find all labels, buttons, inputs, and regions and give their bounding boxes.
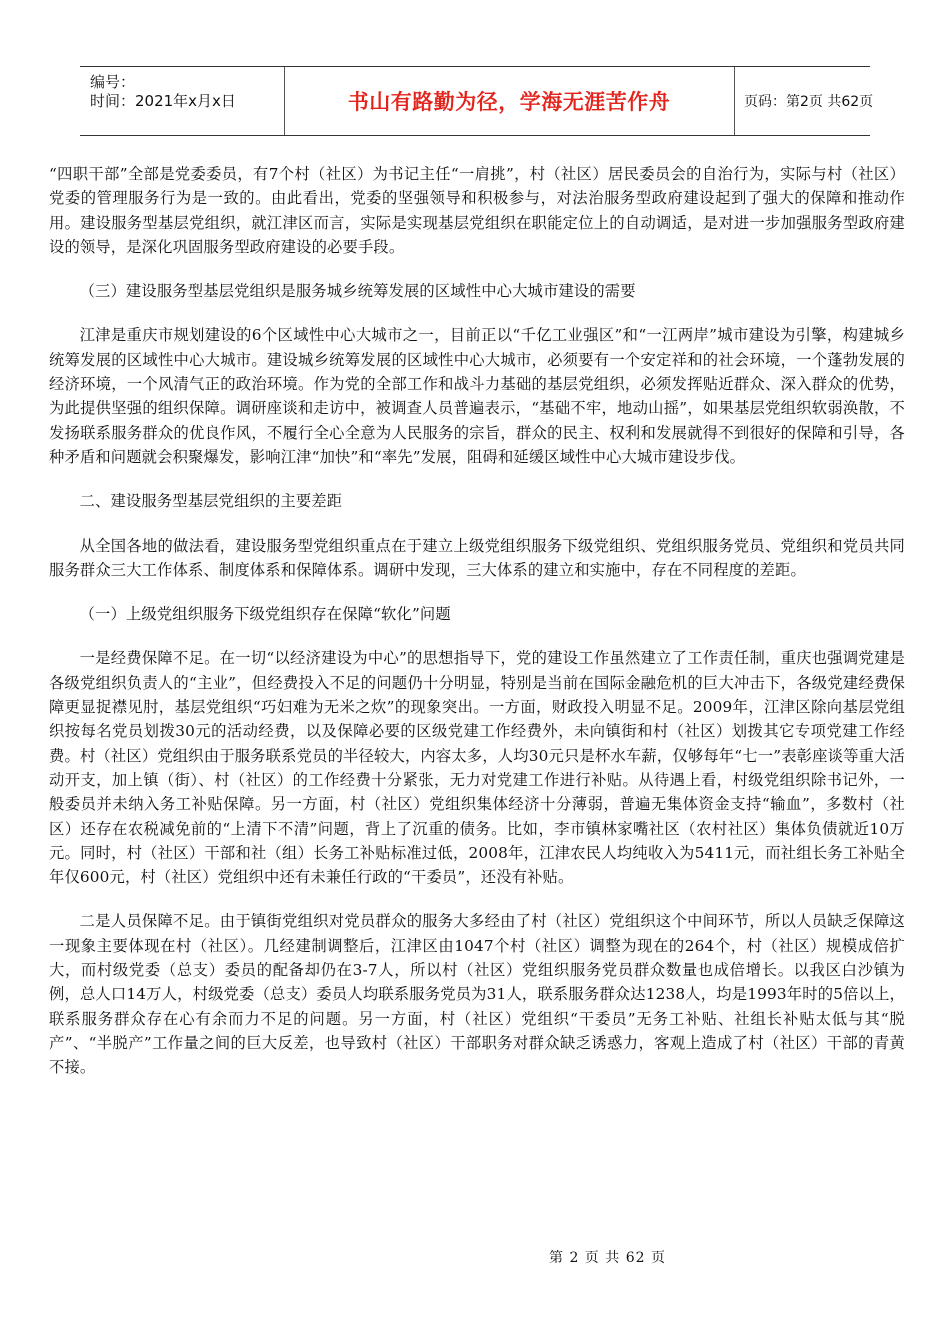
body-paragraph: 一是经费保障不足。在一切“以经济建设为中心”的思想指导下，党的建设工作虽然建立了工作责任制，重庆也强调党建是各级党组织负责人的“主业”，但经费投入不足的问题仍十分明显，特别是当前在国际金融危机的巨大冲击下，各级党建经费保障更显捉襟见肘，基层党组织“巧妇难为无米之炊”的现象突出。一方面，财政投入明显不足。2009年，江津区除向基层党组织按每名党员划拨30元的活动经费，以及保障必要的区级党建工作经费外，未向镇街和村（社区）划拨其它专项党建工作经费。村（社区）党组织由于服务联系党员的半径较大，内容太多，人均30元只是杯水车薪，仅够每年“七一”表彰座谈等重大活动开支，加上镇（街）、村（社区）的工作经费十分紧张，无力对党建工作进行补贴。从待遇上看，村级党组织除书记外，一般委员并未纳入务工补贴保障。另一方面，村（社区）党组织集体经济十分薄弱，普遍无集体资金支持“输血”，多数村（社区）还存在农税减免前的“上清下不清”问题，背上了沉重的债务。比如，李市镇林家嘴社区（农村社区）集体负债就近10万元。同时，村（社区）干部和社（组）长务工补贴标准过低，2008年，江津农民人均纯收入为5411元，而社组长务工补贴全年仅600元，村（社区）党组织中还有未兼任行政的“干委员”，还没有补贴。 bbox=[49, 649, 905, 887]
header-motto: 书山有路勤为径，学海无涯苦作舟 bbox=[347, 90, 671, 114]
page-header bbox=[80, 66, 874, 136]
document-number-label: 编号： bbox=[90, 73, 136, 91]
document-time-label: 时间：2021年x月x日 bbox=[90, 92, 236, 110]
body-paragraph: 江津是重庆市规划建设的6个区域性中心大城市之一，目前正以“千亿工业强区”和“一江两岸”城市建设为引擎，构建城乡统筹发展的区域性中心大城市。建设城乡统筹发展的区域性中心大城市，必须要有一个安定祥和的社会环境，一个蓬勃发展的经济环境，一个风清气正的政治环境。作为党的全部工作和战斗力基础的基层党组织，必须发挥贴近群众、深入群众的优势，为此提供坚强的组织保障。调研座谈和走访中，被调查人员普遍表示，“基础不牢，地动山摇”，如果基层党组织软弱涣散，不发扬联系服务群众的优良作风，不履行全心全意为人民服务的宗旨，群众的民主、权利和发展就得不到很好的保障和引导，各种矛盾和问题就会积聚爆发，影响江津“加快”和“率先”发展，阻碍和延缓区域性中心大城市建设步伐。 bbox=[49, 326, 905, 466]
header-page-label: 页码：第2页 共62页 bbox=[744, 94, 874, 110]
body-paragraph: 从全国各地的做法看，建设服务型党组织重点在于建立上级党组织服务下级党组织、党组织服务党员、党组织和党员共同服务群众三大工作体系、制度体系和保障体系。调研中发现，三大体系的建立和实施中，存在不同程度的差距。 bbox=[49, 536, 905, 579]
header-motto-cell bbox=[284, 67, 735, 135]
section-heading: 二、建设服务型基层党组织的主要差距 bbox=[79, 492, 343, 511]
section-heading: （三）建设服务型基层党组织是服务城乡统筹发展的区域性中心大城市建设的需要 bbox=[79, 282, 636, 301]
body-paragraph: “四职干部”全部是党委委员，有7个村（社区）为书记主任“一肩挑”，村（社区）居民委员会的自治行为，实际与村（社区）党委的管理服务行为是一致的。由此看出，党委的坚强领导和积极参与，对法治服务型政府建设起到了强大的保障和推动作用。建设服务型基层党组织，就江津区而言，实际是实现基层党组织在职能定位上的自动调适，是对进一步加强服务型政府建设的领导，是深化巩固服务型政府建设的必要手段。 bbox=[49, 165, 905, 256]
document-body bbox=[49, 162, 905, 1080]
footer-page-number: 第 2 页 共 62 页 bbox=[549, 1250, 666, 1266]
body-paragraph: 二是人员保障不足。由于镇街党组织对党员群众的服务大多经由了村（社区）党组织这个中间环节，所以人员缺乏保障这一现象主要体现在村（社区）。几经建制调整后，江津区由1047个村（社区）调整为现在的264个，村（社区）规模成倍扩大，而村级党委（总支）委员的配备却仍在3-7人，所以村（社区）党组织服务党员群众数量也成倍增长。以我区白沙镇为例，总人口14万人，村级党委（总支）委员人均联系服务党员为31人，联系服务群众达1238人，均是1993年时的5倍以上，联系服务群众存在心有余而力不足的问题。另一方面，村（社区）党组织“干委员”无务工补贴、社组长补贴太低与其“脱产”、“半脱产”工作量之间的巨大反差，也导致村（社区）干部职务对群众缺乏诱惑力，客观上造成了村（社区）干部的青黄不接。 bbox=[49, 912, 905, 1077]
section-heading: （一）上级党组织服务下级党组织存在保障“软化”问题 bbox=[79, 605, 451, 624]
header-meta bbox=[80, 67, 285, 135]
page-footer bbox=[0, 1247, 950, 1267]
